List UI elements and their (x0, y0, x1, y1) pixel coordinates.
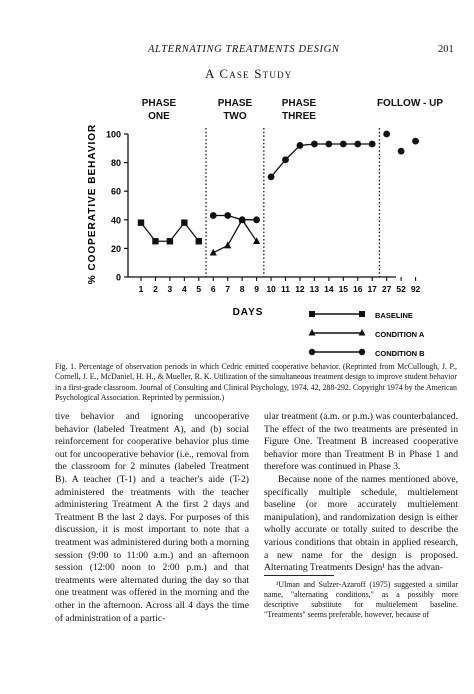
x-tick-label: 17 (367, 284, 377, 294)
x-tick-label: 2 (153, 284, 158, 294)
baseline-point (138, 219, 144, 225)
x-tick-label: 8 (239, 284, 245, 294)
condition-b-point (383, 131, 390, 138)
condition-b-point (224, 212, 231, 219)
y-tick-label: 40 (110, 215, 121, 226)
condition-b-point (268, 174, 275, 181)
legend-condition-b-marker-right (359, 349, 365, 355)
body-right-paragraph-1: ular treatment (a.m. or p.m.) was counterbalanced. The effect of the two treatments are presented in Figure One. Treatment B increased cooperative behavior more than Treatment B in Phase 1 and therefore was continued in Phase 3. (264, 411, 458, 473)
x-tick-label: 6 (210, 284, 216, 294)
body-left-column (55, 411, 249, 625)
condition-b-series-line (213, 216, 256, 220)
y-tick-label: 80 (110, 158, 121, 169)
x-tick-label: 4 (181, 284, 187, 294)
phase-label-3-line2: THREE (282, 111, 316, 122)
condition-b-point (311, 141, 318, 148)
y-tick-label: 0 (115, 272, 121, 283)
condition-b-point (297, 142, 304, 149)
phase-label-2-line1: PHASE (217, 98, 253, 109)
legend-baseline-marker-right (359, 311, 365, 317)
baseline-point (196, 238, 202, 244)
x-tick-label: 3 (167, 284, 173, 294)
legend-baseline-marker-left (309, 311, 315, 317)
baseline-point (152, 238, 158, 244)
condition-b-point (412, 138, 419, 145)
x-tick-label: 27 (381, 284, 392, 294)
x-tick-label: 16 (353, 284, 363, 294)
condition-b-point (325, 141, 332, 148)
condition-b-point (239, 216, 246, 223)
x-tick-label: 12 (295, 284, 305, 294)
condition-b-point (369, 141, 376, 148)
body-left-paragraph: tive behavior and ignoring uncooperative behavior (labeled Treatment A), and (b) social reinforcement for cooperative behavior plus time out for uncooperative behavior (i.e., removal from the classroom for 2 minutes (labeled Treatment B). A teacher (T-1) and a teacher's aide (T-2) administered the treatments with the teacher administering Treatment A the first 2 days and Treatment B the last 2 days. For purposes of this discussion, it is most important to note that a treatment was administered during both a morning session (9:00 to 11:00 a.m.) and an afternoon session (12:00 noon to 2:00 p.m.) and that treatments were alternated during the day so that one treatment was offered in the morning and the other in the afternoon. Across all 4 days the time of administration of a partic- (55, 411, 249, 624)
phase-label-4-line1: FOLLOW - UP (376, 98, 444, 109)
condition-b-point (398, 148, 405, 155)
condition-b-point (210, 212, 217, 219)
legend (309, 311, 426, 358)
y-axis-label: % COOPERATIVE BEHAVIOR (87, 123, 98, 285)
phase-label-1-line2: ONE (148, 111, 170, 122)
baseline-point (181, 219, 187, 225)
x-tick-label: 7 (225, 284, 231, 294)
footnote (264, 580, 458, 620)
body-right-column (264, 411, 458, 575)
figure-title: A Case Study (205, 66, 293, 81)
body-right-paragraph-2: Because none of the names mentioned above, specifically multiple schedule, multielement baseline (or more accurately multielement manipulation), and randomization design is either wholly accurate or totally suited to describe the various conditions that obtain in applied research, a new name for the design is proposed. Alternating Treatments Design¹ has the advan- (264, 473, 458, 574)
x-tick-label: 11 (281, 284, 290, 294)
condition-b-point (340, 141, 347, 148)
legend-baseline-label: BASELINE (375, 311, 413, 320)
page-number: 201 (438, 44, 454, 55)
phase-label-1-line1: PHASE (141, 98, 177, 109)
y-tick-label: 100 (105, 129, 121, 140)
x-axis-label: DAYS (232, 307, 264, 318)
phase-label-3-line1: PHASE (281, 98, 317, 109)
x-tick-label: 14 (324, 284, 334, 294)
legend-condition-b-label: CONDITION B (375, 349, 425, 358)
x-tick-label: 92 (410, 284, 421, 294)
footnote-text: ¹Ulman and Sulzer-Azaroff (1975) suggested a similar name, "alternating conditions," as a possibly more descriptive substitute for multielement baseline. "Treatments" seems preferable, however, because of (264, 580, 458, 619)
legend-condition-a-label: CONDITION A (375, 330, 425, 339)
condition-a-series-line (213, 220, 256, 253)
x-tick-label: 5 (196, 284, 202, 294)
figure-caption: Fig. 1. Percentage of observation periods in which Cedric emitted cooperative behavior. (Reprinted from McCullough, J. P., Cornell, J. E., McDaniel, H. H., & Mueller, R. K. Utilization of the simultaneous treatment design to improve student behavior in a first-grade classroom. Journal of Consulting and Clinical Psychology, 1974, 42, 288-292. Copyright 1974 by the American Psychological Association. Reprinted by permission.) (55, 362, 457, 403)
x-tick-label: 52 (396, 284, 406, 294)
condition-b-point (282, 156, 289, 163)
legend-condition-b-marker-left (309, 349, 315, 355)
y-tick-label: 20 (110, 243, 121, 254)
x-tick-label: 9 (254, 284, 259, 294)
condition-a-point (224, 242, 231, 249)
x-tick-label: 1 (138, 284, 144, 294)
footnote-rule (264, 575, 334, 576)
y-tick-label: 60 (110, 186, 121, 197)
x-tick-label: 15 (338, 284, 349, 294)
phase-label-2-line2: TWO (223, 111, 247, 122)
condition-b-point (354, 141, 361, 148)
x-tick-label: 13 (309, 284, 320, 294)
baseline-point (167, 238, 173, 244)
condition-b-point (253, 216, 260, 223)
running-title: ALTERNATING TREATMENTS DESIGN (148, 44, 340, 55)
x-tick-label: 10 (266, 284, 276, 294)
